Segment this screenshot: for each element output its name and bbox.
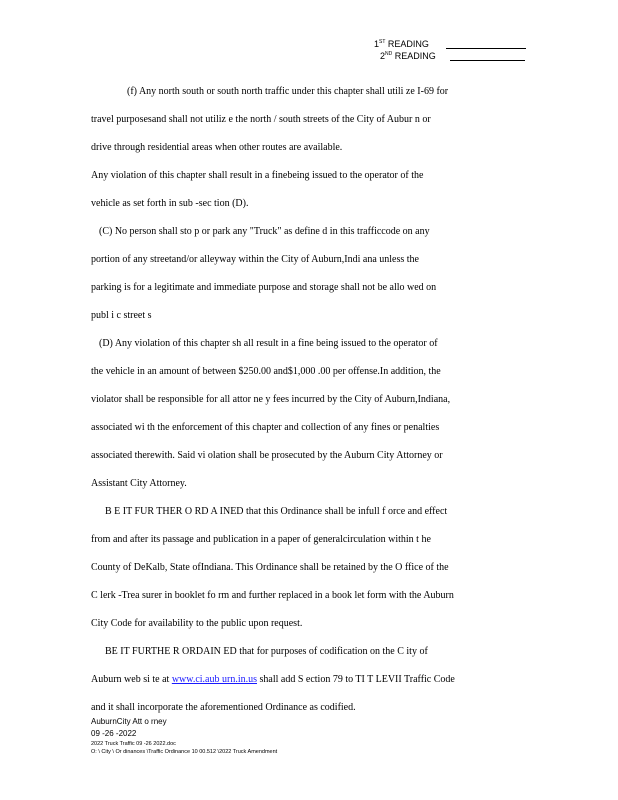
second-reading-line: [450, 60, 525, 61]
second-reading-suffix: ND: [385, 51, 393, 57]
first-reading-suffix: ST: [379, 39, 386, 45]
body-line: associated wi th the enforcement of this chapter and collection of any fines or penalties: [91, 422, 440, 433]
footer-filepath: O: \ City \ Or dinances \Traffic Ordinance 10 00.512 \2022 Truck Amendment: [91, 749, 278, 755]
body-line: travel purposesand shall not utiliz e the north / south streets of the City of Aubur n or: [91, 114, 431, 125]
first-reading-label: [374, 38, 436, 50]
body-line: parking is for a legitimate and immediate purpose and storage shall not be allo wed on: [91, 282, 437, 293]
second-reading-label: [374, 50, 436, 62]
body-line: BE IT FURTHE R ORDAIN ED that for purposes of codification on the C ity of: [105, 646, 428, 657]
city-website-link[interactable]: www.ci.aub urn.in.us: [171, 674, 257, 685]
body-line: C lerk -Trea surer in booklet fo rm and further replaced in a book let form with the Auburn: [91, 590, 454, 601]
footer-date: 09 -26 -2022: [91, 729, 137, 738]
second-reading-number: 2: [380, 51, 386, 61]
body-line: the vehicle in an amount of between $250.00 and$1,000 .00 per offense.In addition, the: [91, 366, 441, 377]
body-line: from and after its passage and publication in a paper of generalcirculation within t he: [91, 534, 431, 545]
body-line: publ i c street s: [91, 310, 152, 321]
body-line: violator shall be responsible for all attor ne y fees incurred by the City of Auburn,Indiana,: [91, 394, 451, 405]
body-line: B E IT FUR THER O RD A INED that this Ordinance shall be infull f orce and effect: [105, 506, 448, 517]
body-line: Any violation of this chapter shall result in a finebeing issued to the operator of the: [91, 170, 424, 181]
first-reading-line: [446, 48, 526, 49]
footer-filename: 2022 Truck Traffic 09 -26 2022.doc: [91, 741, 176, 747]
first-reading-number: 1: [374, 39, 380, 49]
body-line: (D) Any violation of this chapter sh all result in a fine being issued to the operator of: [99, 338, 438, 349]
body-line: (C) No person shall sto p or park any "Truck" as define d in this trafficcode on any: [99, 226, 430, 237]
first-reading-text: READING: [387, 39, 429, 49]
web-line: [91, 666, 523, 694]
body-line: Assistant City Attorney.: [91, 478, 187, 489]
ordinance-body: [91, 78, 523, 722]
body-line: City Code for availability to the public upon request.: [91, 618, 303, 629]
body-line: associated therewith. Said vi olation shall be prosecuted by the Auburn City Attorney or: [91, 450, 443, 461]
body-line: vehicle as set forth in sub -sec tion (D).: [91, 198, 249, 209]
body-line: and it shall incorporate the aforementioned Ordinance as codified.: [91, 702, 356, 713]
body-line: County of DeKalb, State ofIndiana. This Ordinance shall be retained by the O ffice of the: [91, 562, 449, 573]
footer-author: AuburnCity Att o rney: [91, 717, 167, 726]
body-line: portion of any streetand/or alleyway within the City of Auburn,Indi ana unless the: [91, 254, 419, 265]
web-line-after: shall add S ection 79 to TI T LEVII Traffic Code: [259, 674, 455, 685]
second-reading-text: READING: [394, 51, 436, 61]
document-footer: [91, 716, 277, 756]
body-line: (f) Any north south or south north traffic under this chapter shall utili ze I-69 for: [127, 86, 449, 97]
web-line-before: Auburn web si te at: [91, 674, 170, 685]
reading-block: [374, 38, 436, 62]
body-line: drive through residential areas when other routes are available.: [91, 142, 343, 153]
